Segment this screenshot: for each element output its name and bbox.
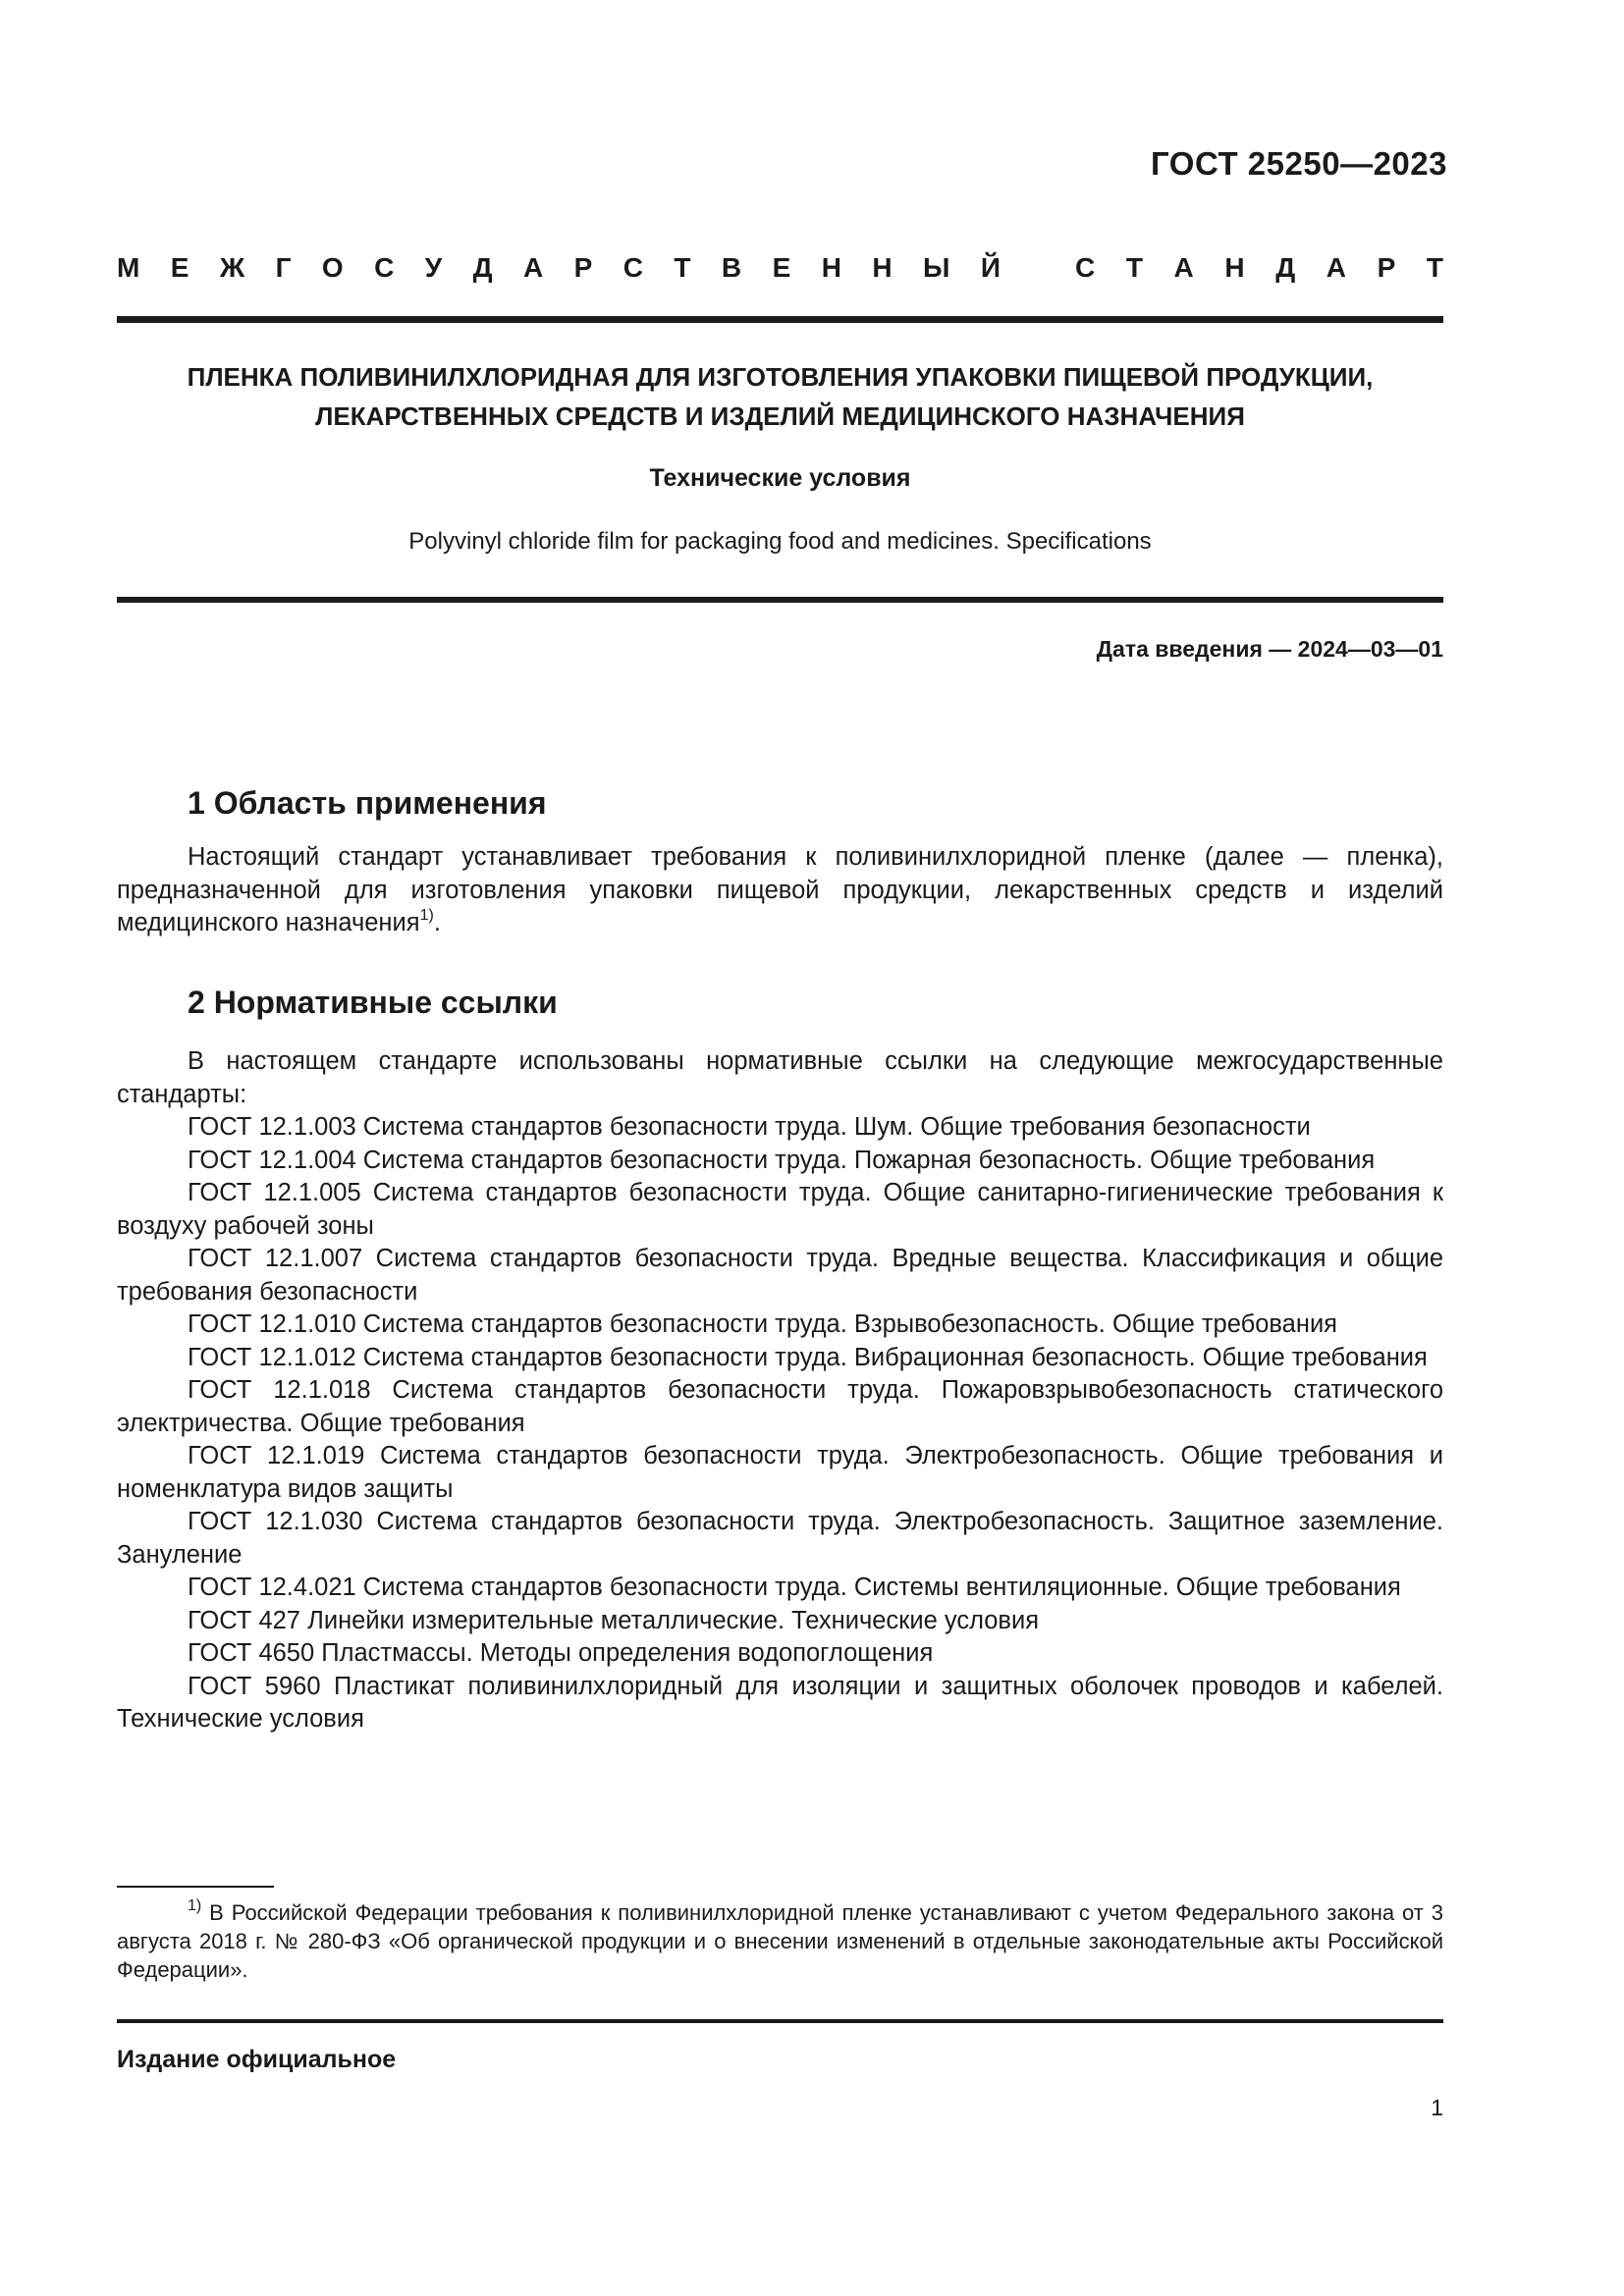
reference-item (117, 1572, 1443, 1605)
document-subtitle: Технические условия (649, 464, 911, 492)
standard-type-heading (117, 252, 1443, 284)
reference-code: ГОСТ 5960 (188, 1672, 321, 1700)
heading-letter: Т (1125, 252, 1143, 283)
heading-letter: Н (821, 252, 841, 283)
footnote-reference: 1) (419, 906, 434, 924)
title-line-2: ЛЕКАРСТВЕННЫХ СРЕДСТВ И ИЗДЕЛИЙ МЕДИЦИНСКОГО НАЗНАЧЕНИЯ (315, 401, 1245, 431)
reference-title: Система стандартов безопасности труда. Шум. Общие требования безопасности (362, 1113, 1311, 1141)
heading-letter: А (1173, 252, 1194, 283)
reference-item (117, 1111, 1443, 1145)
reference-title: Пластикат поливинилхлоридный для изоляции и защитных оболочек проводов и кабелей. Технические условия (117, 1672, 1443, 1733)
document-title (117, 357, 1443, 436)
section-1-text-end: . (433, 909, 441, 936)
reference-item (117, 1637, 1443, 1671)
reference-title: Система стандартов безопасности труда. Пожаровзрывобезопасность статического электричества. Общие требования (117, 1376, 1444, 1437)
reference-code: ГОСТ 12.1.005 (188, 1179, 361, 1206)
heading-letter: В (721, 252, 742, 283)
section-1-text: Настоящий стандарт устанавливает требования к поливинилхлоридной пленке (далее — пленка), предназначенной для изготовления упаковки пищевой продукции, лекарственных средств и изделий медицинского назначения (117, 843, 1443, 936)
reference-title: Система стандартов безопасности труда. Взрывобезопасность. Общие требования (362, 1310, 1337, 1338)
top-divider (117, 316, 1443, 323)
reference-title: Система стандартов безопасности труда. Электробезопасность. Защитное заземление. Зануление (117, 1508, 1443, 1569)
reference-title: Система стандартов безопасности труда. Вредные вещества. Классификация и общие требования безопасности (117, 1245, 1443, 1306)
reference-title: Система стандартов безопасности труда. Общие санитарно-гигиенические требования к воздуху рабочей зоны (117, 1179, 1443, 1240)
reference-title: Пластмассы. Методы определения водопоглощения (321, 1639, 934, 1667)
reference-code: ГОСТ 12.1.030 (188, 1508, 363, 1535)
heading-letter: У (424, 252, 443, 283)
reference-code: ГОСТ 12.4.021 (188, 1574, 356, 1601)
footnote-text: В Российской Федерации требования к поливинилхлоридной пленке устанавливают с учетом Федерального закона от 3 августа 2018 г. № 280-ФЗ «Об органической продукции и о внесении изменений в отдельные законодательные акты Российской Федерации». (117, 1900, 1443, 1982)
page-number: 1 (1431, 2095, 1443, 2120)
heading-letter: С (374, 252, 395, 283)
section-1-body (117, 841, 1443, 940)
reference-item (117, 1342, 1443, 1375)
reference-item (117, 1506, 1443, 1572)
footnote (117, 1898, 1443, 1984)
section-1-paragraph (117, 841, 1443, 940)
heading-letter: О (321, 252, 344, 283)
official-edition-label: Издание официальное (117, 2046, 397, 2073)
section-1-heading: 1 Область применения (188, 785, 547, 821)
heading-letter: Д (472, 252, 493, 283)
heading-letter: Ж (219, 252, 245, 283)
heading-letter: С (623, 252, 643, 283)
heading-letter: Н (1224, 252, 1245, 283)
heading-letter: Е (772, 252, 791, 283)
heading-letter: А (1326, 252, 1346, 283)
reference-item (117, 1177, 1443, 1243)
heading-letter: Ы (923, 252, 950, 283)
heading-letter: С (1075, 252, 1096, 283)
heading-letter: Г (275, 252, 292, 283)
section-2-intro: В настоящем стандарте использованы нормативные ссылки на следующие межгосударственные стандарты: (117, 1047, 1443, 1108)
heading-letter: Т (1426, 252, 1443, 283)
heading-letter: Т (674, 252, 691, 283)
reference-code: ГОСТ 4650 (188, 1639, 315, 1667)
reference-item (117, 1145, 1443, 1178)
english-title: Polyvinyl chloride film for packaging food and medicines. Specifications (408, 528, 1152, 555)
reference-code: ГОСТ 12.1.018 (188, 1376, 371, 1404)
reference-code: ГОСТ 12.1.019 (188, 1442, 365, 1469)
reference-item (117, 1671, 1443, 1736)
reference-title: Система стандартов безопасности труда. Системы вентиляционные. Общие требования (362, 1574, 1401, 1601)
reference-code: ГОСТ 12.1.012 (188, 1343, 356, 1371)
heading-letter: Р (573, 252, 593, 283)
footnote-paragraph (117, 1898, 1443, 1984)
reference-code: ГОСТ 12.1.007 (188, 1245, 363, 1272)
reference-item (117, 1308, 1443, 1342)
heading-letter: Е (170, 252, 189, 283)
reference-title: Система стандартов безопасности труда. Электробезопасность. Общие требования и номенклатура видов защиты (117, 1442, 1444, 1503)
heading-letter: Д (1275, 252, 1296, 283)
reference-list (117, 1111, 1443, 1736)
reference-code: ГОСТ 12.1.004 (188, 1146, 356, 1174)
standard-type-word-2 (1075, 252, 1443, 284)
reference-code: ГОСТ 12.1.010 (188, 1310, 356, 1338)
heading-letter: Н (872, 252, 893, 283)
reference-title: Линейки измерительные металлические. Технические условия (307, 1606, 1040, 1634)
reference-item (117, 1605, 1443, 1638)
heading-letter: М (117, 252, 140, 283)
reference-title: Система стандартов безопасности труда. Вибрационная безопасность. Общие требования (362, 1343, 1428, 1371)
document-number: ГОСТ 25250—2023 (1151, 145, 1447, 182)
heading-letter: Р (1377, 252, 1396, 283)
section-2-heading: 2 Нормативные ссылки (188, 985, 558, 1020)
reference-item (117, 1243, 1443, 1308)
footer-divider (117, 2019, 1443, 2023)
reference-code: ГОСТ 12.1.003 (188, 1113, 356, 1141)
standard-type-word-1 (117, 252, 1001, 284)
reference-item (117, 1374, 1443, 1440)
reference-item (117, 1440, 1443, 1506)
title-line-1: ПЛЕНКА ПОЛИВИНИЛХЛОРИДНАЯ ДЛЯ ИЗГОТОВЛЕНИЯ УПАКОВКИ ПИЩЕВОЙ ПРОДУКЦИИ, (187, 362, 1374, 392)
section-2-body (117, 1045, 1443, 1736)
heading-letter: А (522, 252, 544, 283)
title-divider (117, 597, 1443, 603)
reference-title: Система стандартов безопасности труда. Пожарная безопасность. Общие требования (362, 1146, 1376, 1174)
footnote-mark: 1) (188, 1896, 202, 1914)
footnote-divider (117, 1886, 274, 1888)
heading-letter: Й (980, 252, 1001, 283)
reference-code: ГОСТ 427 (188, 1606, 300, 1634)
introduction-date: Дата введения — 2024—03—01 (1096, 636, 1443, 662)
